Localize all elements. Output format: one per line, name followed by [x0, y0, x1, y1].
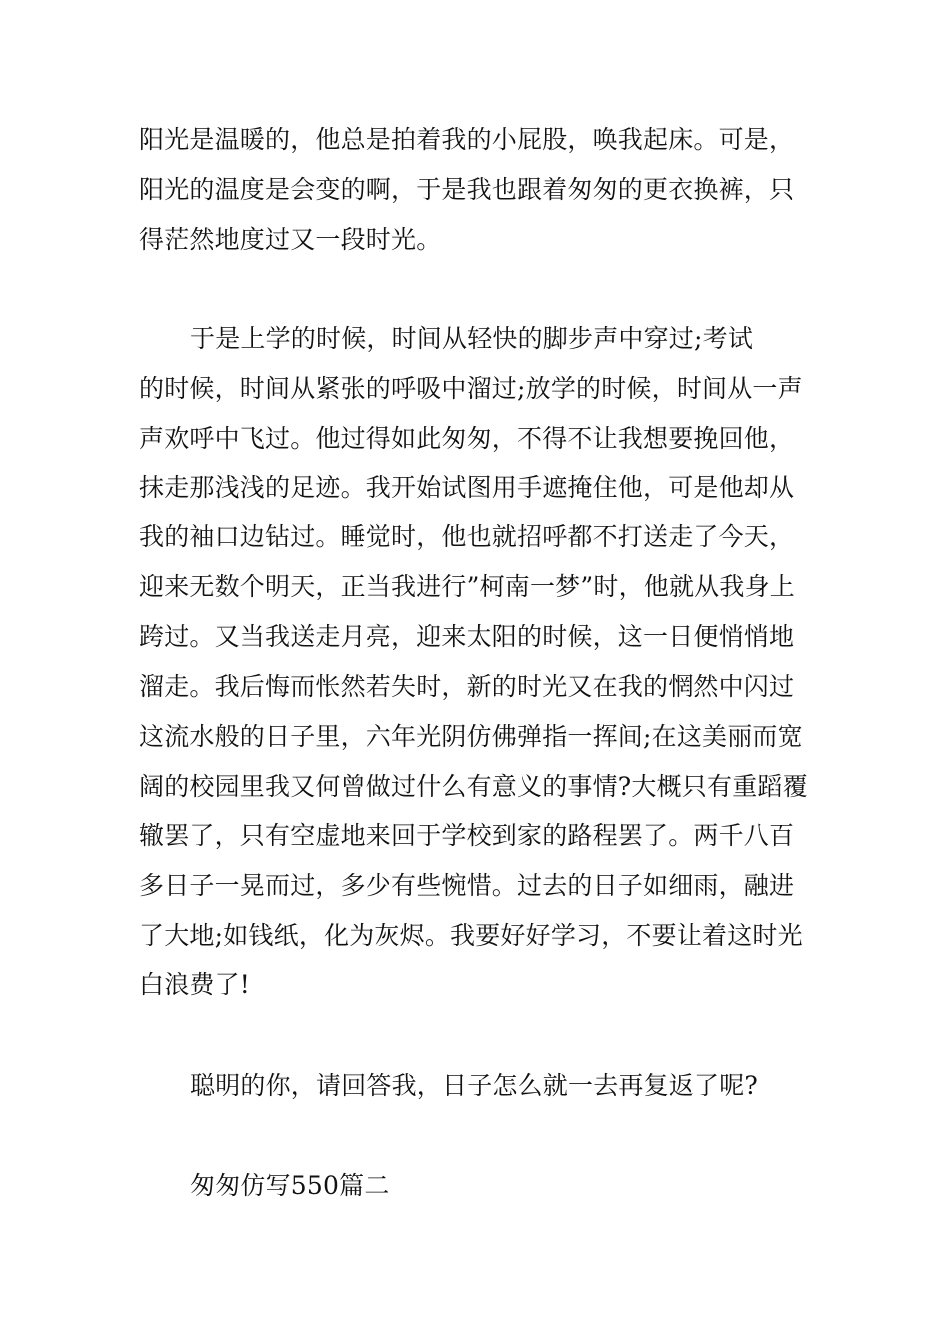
paragraph-line: 了大地;如钱纸，化为灰烬。我要好好学习，不要让着这时光 — [139, 921, 803, 950]
paragraph-line: 得茫然地度过又一段时光。 — [139, 225, 442, 254]
section-heading: 匆匆仿写550篇二 — [190, 1171, 390, 1200]
paragraph-line: 迎来无数个明天，正当我进行”柯南一梦”时，他就从我身上 — [139, 572, 795, 601]
paragraph-line: 多日子一晃而过，多少有些惋惜。过去的日子如细雨，融进 — [139, 871, 795, 900]
paragraph-line: 阳光是温暖的，他总是拍着我的小屁股，唤我起床。可是， — [139, 125, 795, 154]
paragraph-line: 我的袖口边钻过。睡觉时，他也就招呼都不打送走了今天， — [139, 522, 795, 551]
paragraph-line: 这流水般的日子里，六年光阴仿佛弹指一挥间;在这美丽而宽 — [139, 722, 803, 751]
paragraph-line: 跨过。又当我送走月亮，迎来太阳的时候，这一日便悄悄地 — [139, 622, 795, 651]
paragraph-line: 的时候，时间从紧张的呼吸中溜过;放学的时候，时间从一声 — [139, 374, 803, 403]
paragraph-line: 于是上学的时候，时间从轻快的脚步声中穿过;考试 — [190, 324, 754, 353]
paragraph-line: 阳光的温度是会变的啊，于是我也跟着匆匆的更衣换裤，只 — [139, 175, 795, 204]
paragraph-line: 辙罢了，只有空虚地来回于学校到家的路程罢了。两千八百 — [139, 821, 795, 850]
paragraph-line: 声欢呼中飞过。他过得如此匆匆，不得不让我想要挽回他， — [139, 424, 795, 453]
paragraph-line: 聪明的你，请回答我，日子怎么就一去再复返了呢? — [190, 1071, 759, 1100]
paragraph-line: 阔的校园里我又何曾做过什么有意义的事情?大概只有重蹈覆 — [139, 772, 808, 801]
paragraph-line: 抹走那浅浅的足迹。我开始试图用手遮掩住他，可是他却从 — [139, 473, 795, 502]
paragraph-line: 溜走。我后悔而怅然若失时，新的时光又在我的惘然中闪过 — [139, 672, 795, 701]
paragraph-line: 白浪费了! — [139, 970, 251, 999]
